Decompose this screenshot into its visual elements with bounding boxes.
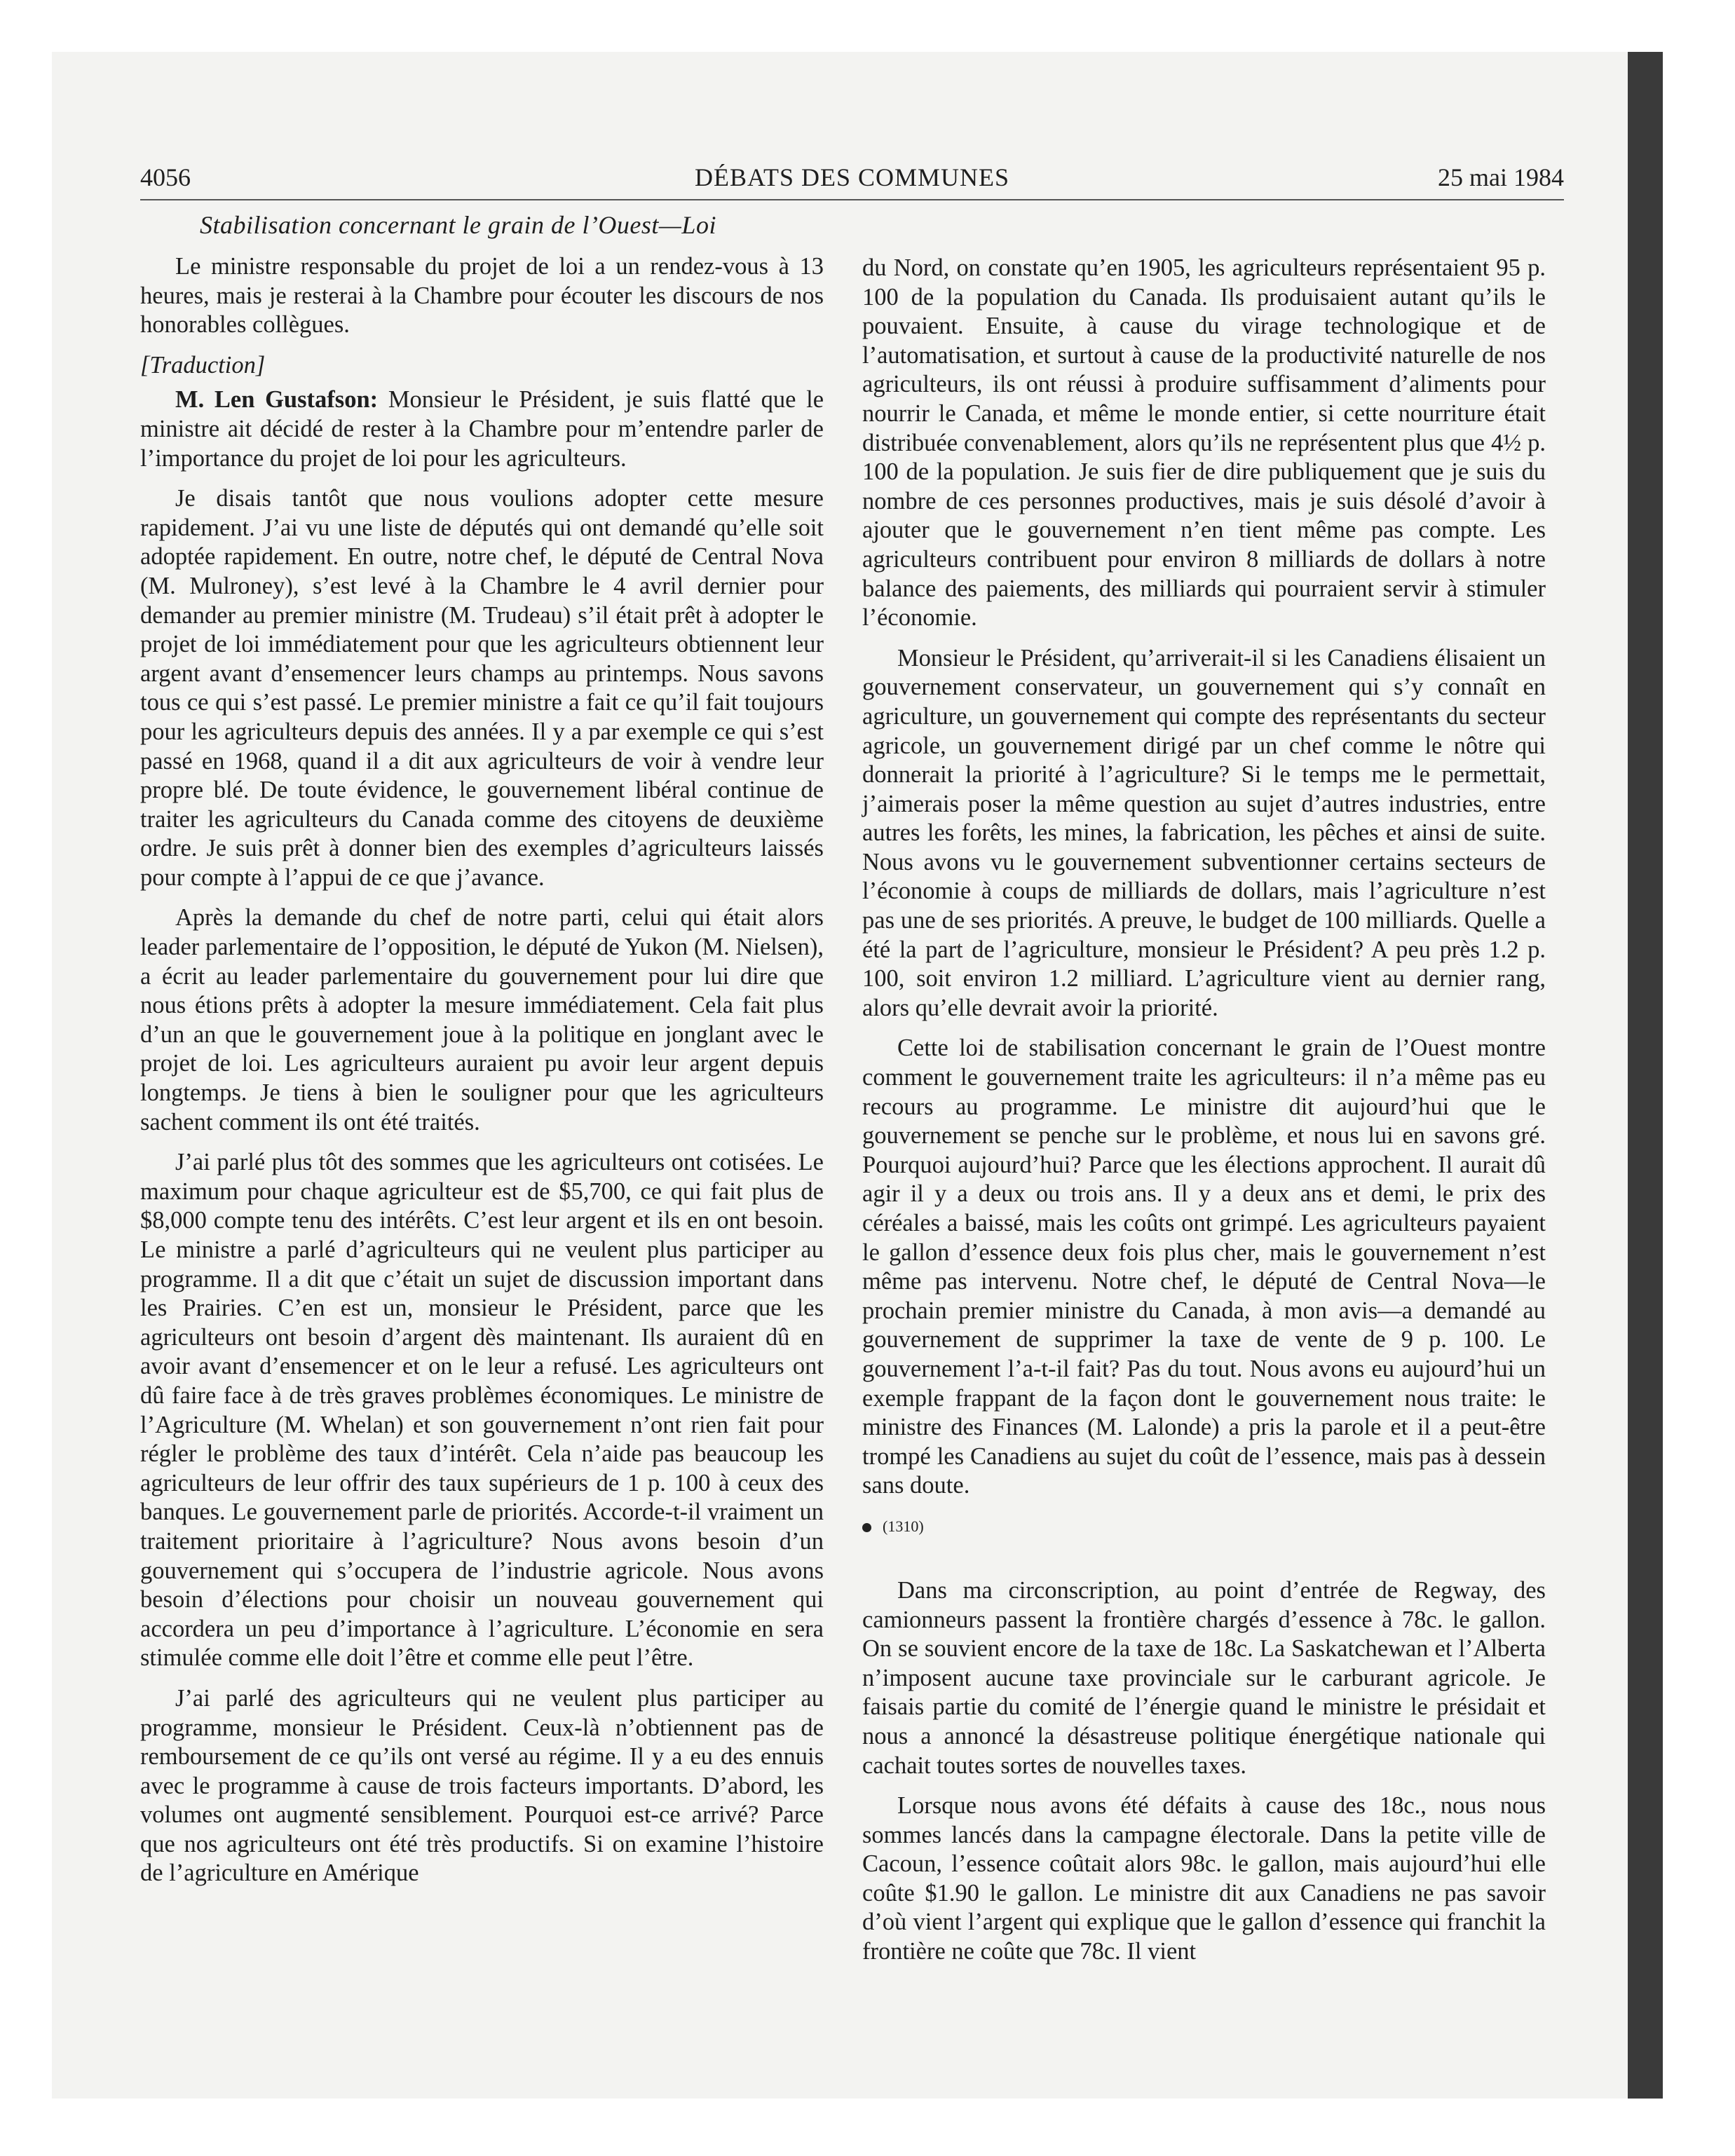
speaker-name: M. Len Gustafson: [175,386,379,414]
paragraph: J’ai parlé des agriculteurs qui ne veulent plus participer au programme, monsieur le Président. Ceux-là n’obtiennent pas de remboursement de ce qu’ils ont versé au régime. Il y a eu des ennuis avec le programme à cause de trois facteurs importants. D’abord, les volumes ont augmenté sensiblement. Pourquoi est-ce arrivé? Parce que nos agriculteurs ont été très productifs. Si on examine l’histoire de l’agriculture en Amérique [140,1684,824,1887]
left-column [140,252,824,1899]
translation-label: [Traduction] [140,351,266,378]
bullet-icon [862,1523,871,1532]
scan-edge-bar [1628,52,1663,2099]
paragraph: Lorsque nous avons été défaits à cause des 18c., nous nous sommes lancés dans la campagne électorale. Dans la petite ville de Cacoun, l’essence coûtait alors 98c. le gallon, mais aujourd’hui elle coûte $1.90 le gallon. Le ministre dit aux Canadiens ne pas savoir d’où vient l’argent qui explique que le gallon d’essence qui franchit la frontière ne coûte que 78c. Il vient [862,1792,1546,1965]
right-column [862,254,1546,1978]
paragraph: Le ministre responsable du projet de loi a un rendez-vous à 13 heures, mais je resterai à la Chambre pour écouter les discours de nos honorables collègues. [140,253,824,339]
paragraph: J’ai parlé plus tôt des sommes que les agriculteurs ont cotisées. Le maximum pour chaque agriculteur est de $5,700, ce qui fait plus de $8,000 compte tenu des intérêts. C’est leur argent et ils en ont besoin. Le ministre a parlé d’agriculteurs qui ne veulent plus participer au programme. Il a dit que c’était un sujet de discussion important dans les Prairies. C’en est un, monsieur le Président, parce que les agriculteurs ont besoin d’argent dès maintenant. Ils auraient dû en avoir avant d’ensemencer et on le leur a refusé. Les agriculteurs ont dû faire face à de très graves problèmes économiques. Le ministre de l’Agriculture (M. Whelan) et son gouvernement n’ont rien fait pour régler le problème des taux d’intérêt. Cela n’aide pas beaucoup les agriculteurs de leur offrir des taux supérieurs de 1 p. 100 à ceux des banques. Le gouvernement parle de priorités. Accorde-t-il vraiment un traitement prioritaire à l’agriculture? Nous avons besoin d’un gouvernement qui s’occupera de l’industrie agricole. Nous avons besoin d’élections pour choisir un nouveau gouvernement qui accordera un peu d’importance à l’agriculture. L’économie en sera stimulée comme elle doit l’être et comme elle peut l’être. [140,1149,824,1672]
journal-title: DÉBATS DES COMMUNES [694,163,1010,191]
speaker-paragraph [140,386,824,473]
page-header [140,160,1564,200]
time-marker [862,1516,1546,1537]
page-number: 4056 [140,163,191,191]
paragraph: Cette loi de stabilisation concernant le grain de l’Ouest montre comment le gouvernement traite les agriculteurs: il n’a même pas eu recours au programme. Le ministre dit aujourd’hui que le gouvernement se penche sur le problème, et nous lui en savons gré. Pourquoi aujourd’hui? Parce que les élections approchent. Il aurait dû agir il y a deux ou trois ans. Il y a deux ans et demi, le prix des céréales a baissé, mais les coûts ont grimpé. Les agriculteurs payaient le gallon d’essence deux fois plus cher, mais le gouvernement n’est même pas intervenu. Notre chef, le député de Central Nova—le prochain premier ministre du Canada, à mon avis—a demandé au gouvernement de supprimer la taxe de vente de 9 p. 100. Le gouvernement l’a-t-il fait? Pas du tout. Nous avons eu aujourd’hui un exemple frappant de la façon dont le gouvernement nous traite: le ministre des Finances (M. Lalonde) a pris la parole et il a peut-être trompé les Canadiens au sujet du coût de l’essence, mais pas à dessein sans doute. [862,1035,1546,1499]
paragraph-continued: du Nord, on constate qu’en 1905, les agriculteurs représentaient 95 p. 100 de la population du Canada. Ils produisaient autant qu’ils le pouvaient. Ensuite, à cause du virage technologique et de l’automatisation, et surtout à cause de la productivité naturelle de nos agriculteurs, ils ont réussi à produire suffisamment d’aliments pour nourrir le Canada, et même le monde entier, si cette nourriture était distribuée convenablement, alors qu’ils ne représentent plus que 4½ p. 100 de la population. Je suis fier de dire publiquement que je suis du nombre de ces personnes productives, mais je suis désolé d’avoir à ajouter que le gouvernement n’en tient même pas compte. Les agriculteurs contribuent pour environ 8 milliards de dollars à notre balance des paiements, des milliards qui pourraient servir à stimuler l’économie. [862,254,1546,632]
paragraph: Je disais tantôt que nous voulions adopter cette mesure rapidement. J’ai vu une liste de députés qui ont demandé qu’elle soit adoptée rapidement. En outre, notre chef, le député de Central Nova (M. Mulroney), s’est levé à la Chambre le 4 avril dernier pour demander au premier ministre (M. Trudeau) s’il était prêt à adopter le projet de loi immédiatement pour que les agriculteurs obtiennent leur argent avant d’ensemencer leurs champs au printemps. Nous savons tous ce qui s’est passé. Le premier ministre a fait ce qu’il fait toujours pour les agriculteurs depuis des années. Il y a par exemple ce qui s’est passé en 1968, quand il a dit aux agriculteurs de voir à vendre leur propre blé. De toute évidence, le gouvernement libéral continue de traiter les agriculteurs du Canada comme des citoyens de deuxième ordre. Je suis prêt à donner bien des exemples d’agriculteurs laissés pour compte à l’appui de ce que j’avance. [140,485,824,891]
section-subtitle: Stabilisation concernant le grain de l’Ouest—Loi [200,211,716,239]
issue-date: 25 mai 1984 [1438,163,1564,191]
time-marker-text: (1310) [883,1517,924,1535]
paragraph: Dans ma circonscription, au point d’entrée de Regway, des camionneurs passent la frontière chargés d’essence à 78c. le gallon. On se souvient encore de la taxe de 18c. La Saskatchewan et l’Alberta n’imposent aucune taxe provinciale sur le carburant agricole. Je faisais partie du comité de l’énergie quand le ministre le présidait et nous a annoncé la désastreuse politique énergétique nationale qui cachait toutes sortes de nouvelles taxes. [862,1576,1546,1779]
paragraph: Après la demande du chef de notre parti, celui qui était alors leader parlementaire de l’opposition, le député de Yukon (M. Nielsen), a écrit au leader parlementaire du gouvernement pour lui dire que nous étions prêts à adopter la mesure immédiatement. Cela fait plus d’un an que le gouvernement joue à la politique en jonglant avec le projet de loi. Les agriculteurs auraient pu avoir leur argent depuis longtemps. Je tiens à bien le souligner pour que les agriculteurs sachent comment ils ont été traités. [140,904,824,1135]
speech-text: Monsieur le Président, je suis flatté que le ministre ait décidé de rester à la Chambre pour m’entendre parler de l’importance du projet de loi pour les agriculteurs. [140,386,824,472]
paragraph: Monsieur le Président, qu’arriverait-il si les Canadiens élisaient un gouvernement conservateur, un gouvernement qui s’y connaît en agriculture, un gouvernement qui compte des représentants du secteur agricole, un gouvernement dirigé par un chef comme le nôtre qui donnerait la priorité à l’agriculture? Si le temps me le permettait, j’aimerais poser la même question au sujet d’autres industries, entre autres les forêts, les mines, la fabrication, les pêches et ainsi de suite. Nous avons vu le gouvernement subventionner certains secteurs de l’économie à coups de milliards de dollars, mais l’agriculture n’est pas une de ses priorités. A preuve, le budget de 100 milliards. Quelle a été la part de l’agriculture, monsieur le Président? A peu près 1.2 p. 100, soit environ 1.2 milliard. L’agriculture vient au dernier rang, alors qu’elle devrait avoir la priorité. [862,644,1546,1021]
